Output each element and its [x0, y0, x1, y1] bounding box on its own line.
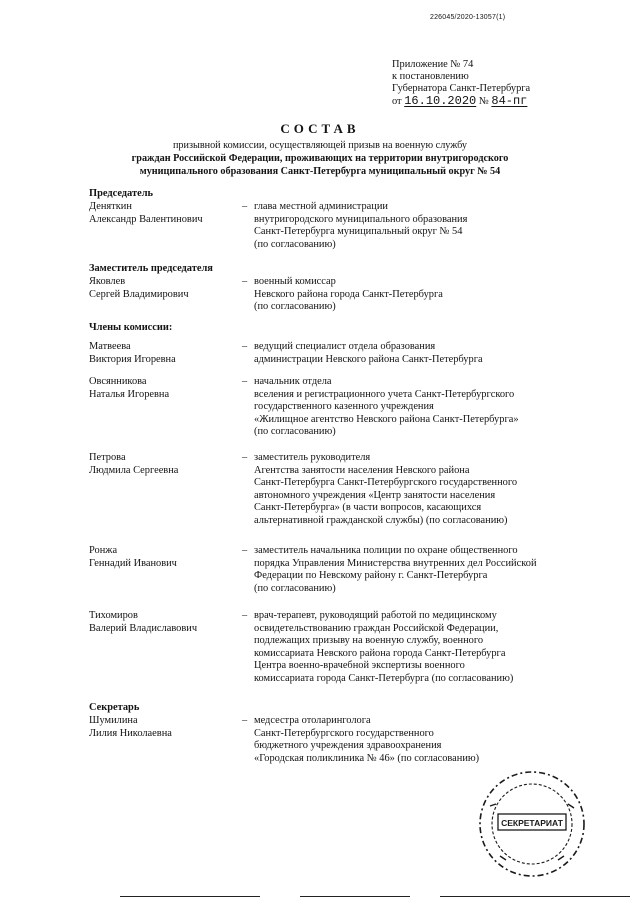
subtitle-line-3: муниципального образования Санкт-Петербурга муниципальный округ № 54: [139, 166, 501, 177]
role-line: «Городская поликлиника № 46» (по согласованию): [254, 752, 480, 764]
section-chairman: Председатель: [89, 188, 154, 199]
member-surname: Деняткин: [89, 201, 132, 212]
member-role: [254, 715, 619, 765]
role-line: вселения и регистрационного учета Санкт-Петербургского: [254, 388, 515, 400]
member-name: [89, 376, 239, 401]
appendix-line-3: Губернатора Санкт-Петербурга: [392, 83, 531, 94]
member-name: [89, 715, 239, 740]
member-name: [89, 452, 239, 477]
role-line: Невского района города Санкт-Петербурга: [254, 288, 443, 300]
role-line: автономного учреждения «Центр занятости населения: [254, 489, 496, 501]
member-given-names: Сергей Владимирович: [89, 288, 189, 300]
member-given-names: Александр Валентинович: [89, 213, 203, 225]
member-role: [254, 276, 619, 314]
document-number: 226045/2020-13057(1): [430, 14, 506, 21]
role-line: государственного казенного учреждения: [254, 401, 434, 412]
member-given-names: Людмила Сергеевна: [89, 464, 179, 476]
section-deputy: Заместитель председателя: [89, 263, 213, 274]
member-surname: Тихомиров: [89, 610, 138, 621]
member-role: [254, 452, 619, 527]
role-line: заместитель начальника полиции по охране общественного: [254, 545, 518, 556]
footer-scan-line: [300, 896, 410, 897]
appendix-date-row: [392, 95, 530, 108]
role-line: военный комиссар: [254, 276, 336, 287]
decree-number: 84-пг: [491, 94, 528, 108]
stamp-seal-icon: [472, 764, 592, 884]
member-dash: –: [242, 545, 248, 556]
appendix-line-1: Приложение № 74: [392, 59, 474, 70]
role-line: (по согласованию): [254, 582, 336, 594]
footer-scan-line: [120, 896, 260, 897]
member-surname: Матвеева: [89, 341, 131, 352]
member-given-names: Валерий Владиславович: [89, 622, 198, 634]
role-line: ведущий специалист отдела образования: [254, 341, 436, 352]
role-line: администрации Невского района Санкт-Петербурга: [254, 353, 483, 365]
member-dash: –: [242, 452, 248, 463]
role-line: Санкт-Петербургского государственного: [254, 727, 434, 739]
member-name: [89, 341, 239, 366]
member-surname: Шумилина: [89, 715, 138, 726]
role-line: альтернативной гражданской службы) (по согласованию): [254, 514, 508, 526]
role-line: комиссариата города Санкт-Петербурга (по согласованию): [254, 672, 514, 684]
role-line: порядка Управления Министерства внутренних дел Российской: [254, 557, 537, 569]
member-dash: –: [242, 341, 248, 352]
stamp-text: СЕКРЕТАРИАТ: [501, 818, 563, 828]
role-line: бюджетного учреждения здравоохранения: [254, 740, 442, 751]
role-line: Федерации по Невскому району г. Санкт-Петербурга: [254, 570, 488, 581]
member-name: [89, 610, 239, 635]
member-name: [89, 545, 239, 570]
role-line: заместитель руководителя: [254, 452, 371, 463]
member-surname: Овсянникова: [89, 376, 147, 387]
role-line: медсестра отоларинголога: [254, 715, 371, 726]
role-line: врач-терапевт, руководящий работой по медицинскому: [254, 610, 497, 621]
member-dash: –: [242, 610, 248, 621]
member-given-names: Геннадий Иванович: [89, 557, 177, 569]
member-dash: –: [242, 376, 248, 387]
role-line: Агентства занятости населения Невского района: [254, 464, 470, 476]
appendix-line-2: к постановлению: [392, 71, 469, 82]
section-secretary: Секретарь: [89, 702, 140, 713]
member-dash: –: [242, 276, 248, 287]
number-prefix: №: [478, 96, 489, 107]
member-role: [254, 201, 619, 251]
member-dash: –: [242, 201, 248, 212]
member-surname: Ронжа: [89, 545, 118, 556]
document-title: СОСТАВ: [280, 121, 360, 136]
role-line: комиссариата Невского района города Санкт-Петербурга: [254, 647, 506, 659]
role-line: внутригородского муниципального образования: [254, 213, 468, 225]
role-line: Санкт-Петербурга муниципальный округ № 54: [254, 226, 463, 237]
member-surname: Яковлев: [89, 276, 126, 287]
role-line: подлежащих призыву на военную службу, военного: [254, 635, 484, 646]
member-name: [89, 276, 239, 301]
appendix-header: [392, 59, 530, 108]
member-dash: –: [242, 715, 248, 726]
member-given-names: Наталья Игоревна: [89, 388, 170, 400]
role-line: начальник отдела: [254, 376, 332, 387]
date-prefix: от: [392, 96, 402, 107]
member-role: [254, 545, 619, 595]
section-members: Члены комиссии:: [89, 322, 173, 333]
role-line: освидетельствованию граждан Российской Федерации,: [254, 622, 499, 634]
subtitle-line-1: призывной комиссии, осуществляющей призыв на военную службу: [172, 140, 468, 151]
subtitle-line-2: граждан Российской Федерации, проживающих на территории внутригородского: [131, 153, 509, 164]
footer-scan-line: [440, 896, 630, 897]
role-line: Санкт-Петербурга Санкт-Петербургского государственного: [254, 477, 518, 488]
member-role: [254, 341, 619, 366]
role-line: «Жилищное агентство Невского района Санкт-Петербурга»: [254, 413, 519, 425]
role-line: глава местной администрации: [254, 201, 388, 212]
role-line: (по согласованию): [254, 301, 336, 312]
role-line: Санкт-Петербурга» (в части вопросов, касающихся: [254, 502, 482, 513]
member-surname: Петрова: [89, 452, 126, 463]
member-given-names: Виктория Игоревна: [89, 353, 176, 365]
role-line: (по согласованию): [254, 238, 336, 250]
role-line: Центра военно-врачебной экспертизы военного: [254, 660, 465, 671]
decree-date: 16.10.2020: [404, 94, 477, 108]
member-given-names: Лилия Николаевна: [89, 727, 172, 739]
member-name: [89, 201, 239, 226]
member-role: [254, 610, 619, 685]
document-subtitle: [70, 139, 570, 178]
member-role: [254, 376, 619, 439]
secretariat-stamp: [472, 764, 592, 884]
role-line: (по согласованию): [254, 426, 336, 437]
